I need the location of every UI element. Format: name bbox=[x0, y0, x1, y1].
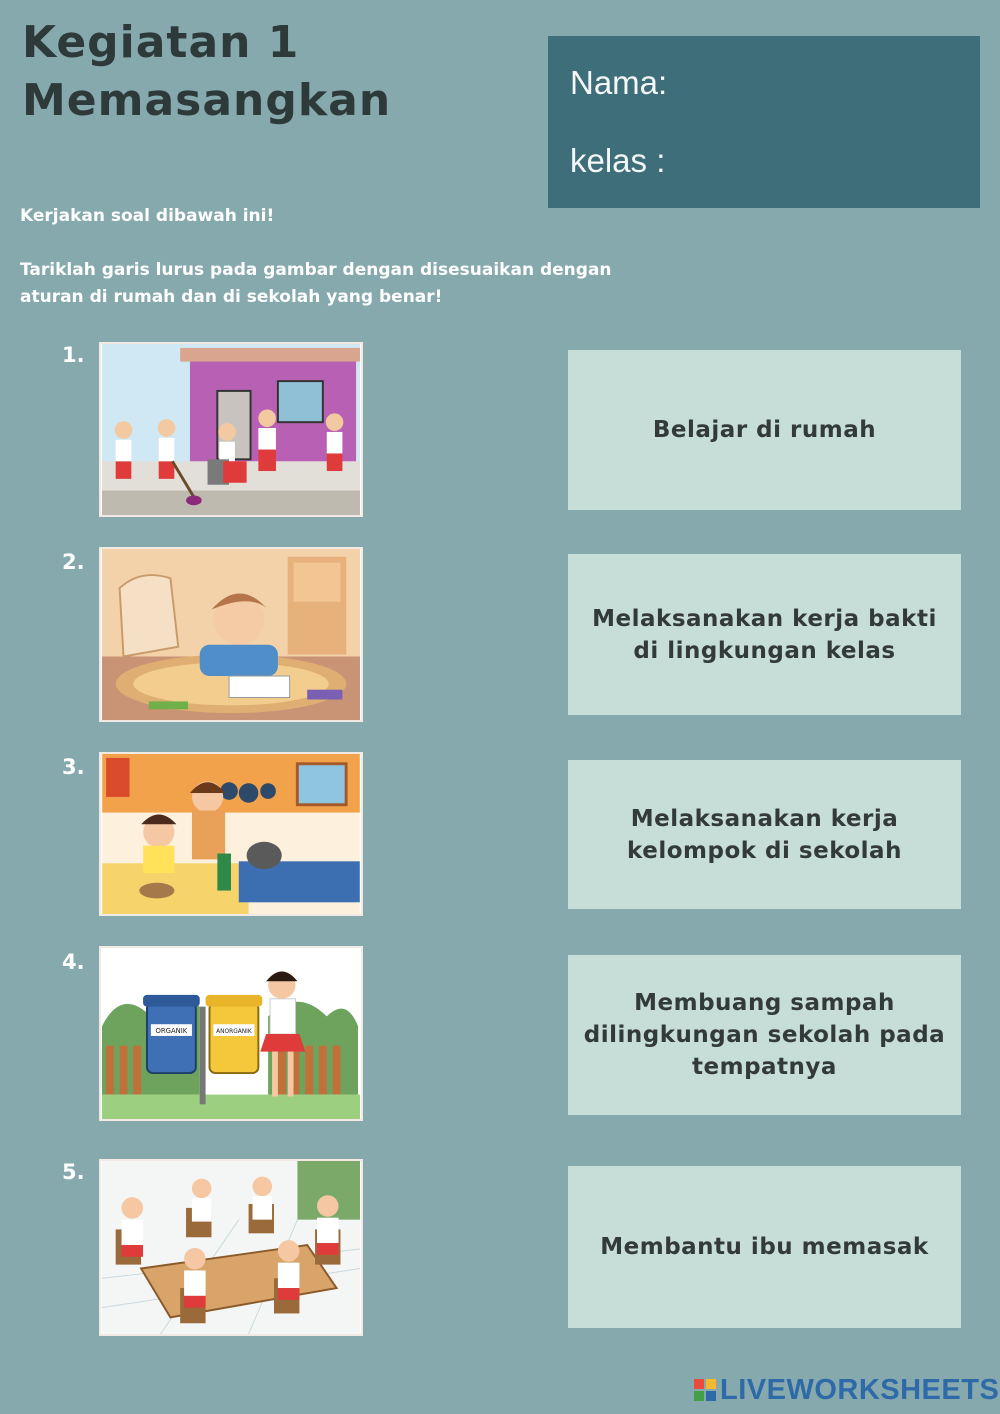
answer-4-line-3: tempatnya bbox=[692, 1054, 837, 1080]
answer-2-line-2: di lingkungan kelas bbox=[633, 637, 896, 664]
answer-3-line-2: kelompok di sekolah bbox=[627, 837, 902, 864]
title-line-1: Kegiatan 1 bbox=[22, 17, 300, 68]
page-title bbox=[22, 14, 391, 130]
instruction-line-1: Kerjakan soal dibawah ini! bbox=[20, 206, 275, 226]
girl-helping-mother-cook-illustration bbox=[101, 754, 361, 914]
answer-card-4[interactable] bbox=[568, 955, 961, 1115]
item-number-5: 5. bbox=[62, 1160, 85, 1184]
instruction-line-3: aturan di rumah dan di sekolah yang benar! bbox=[20, 287, 443, 307]
answer-card-3[interactable] bbox=[568, 760, 961, 909]
liveworksheets-logo[interactable] bbox=[694, 1374, 999, 1406]
answer-2-line-1: Melaksanakan kerja bakti bbox=[592, 605, 937, 632]
answer-4-text bbox=[584, 987, 945, 1083]
inorganic-bin-label: ANORGANIK bbox=[216, 1029, 252, 1036]
students-group-work-illustration bbox=[101, 1161, 361, 1334]
girl-throwing-trash-in-bin-illustration bbox=[101, 948, 361, 1119]
name-class-box bbox=[548, 36, 980, 208]
instruction-line-2: Tariklah garis lurus pada gambar dengan disesuaikan dengan bbox=[20, 260, 612, 280]
item-number-2: 2. bbox=[62, 550, 85, 574]
picture-2[interactable] bbox=[99, 547, 363, 722]
answer-4-line-2: dilingkungan sekolah pada bbox=[583, 1022, 946, 1048]
item-number-3: 3. bbox=[62, 755, 85, 779]
logo-text: LIVEWORKSHEETS bbox=[720, 1373, 1000, 1406]
answer-1-text: Belajar di rumah bbox=[652, 417, 877, 443]
answer-3-line-1: Melaksanakan kerja bbox=[630, 805, 899, 832]
picture-3[interactable] bbox=[99, 752, 363, 916]
item-number-4: 4. bbox=[62, 950, 85, 974]
picture-5[interactable] bbox=[99, 1159, 363, 1336]
picture-1[interactable] bbox=[99, 342, 363, 517]
title-line-2: Memasangkan bbox=[22, 75, 392, 126]
picture-4[interactable] bbox=[99, 946, 363, 1121]
answer-card-1[interactable] bbox=[568, 350, 961, 510]
answer-3-text bbox=[627, 803, 902, 867]
name-label: Nama: bbox=[570, 64, 668, 101]
boy-studying-at-home-illustration bbox=[101, 549, 361, 720]
kids-cleaning-classroom-illustration bbox=[101, 344, 361, 515]
item-number-1: 1. bbox=[62, 343, 85, 367]
answer-2-text bbox=[592, 603, 937, 667]
answer-4-line-1: Membuang sampah bbox=[634, 990, 895, 1016]
answer-5-text: Membantu ibu memasak bbox=[600, 1234, 929, 1260]
organic-bin-label: ORGANIK bbox=[155, 1027, 188, 1036]
answer-card-5[interactable] bbox=[568, 1166, 961, 1328]
liveworksheets-logo-icon bbox=[694, 1379, 716, 1401]
answer-card-2[interactable] bbox=[568, 554, 961, 715]
class-label: kelas : bbox=[570, 142, 666, 179]
